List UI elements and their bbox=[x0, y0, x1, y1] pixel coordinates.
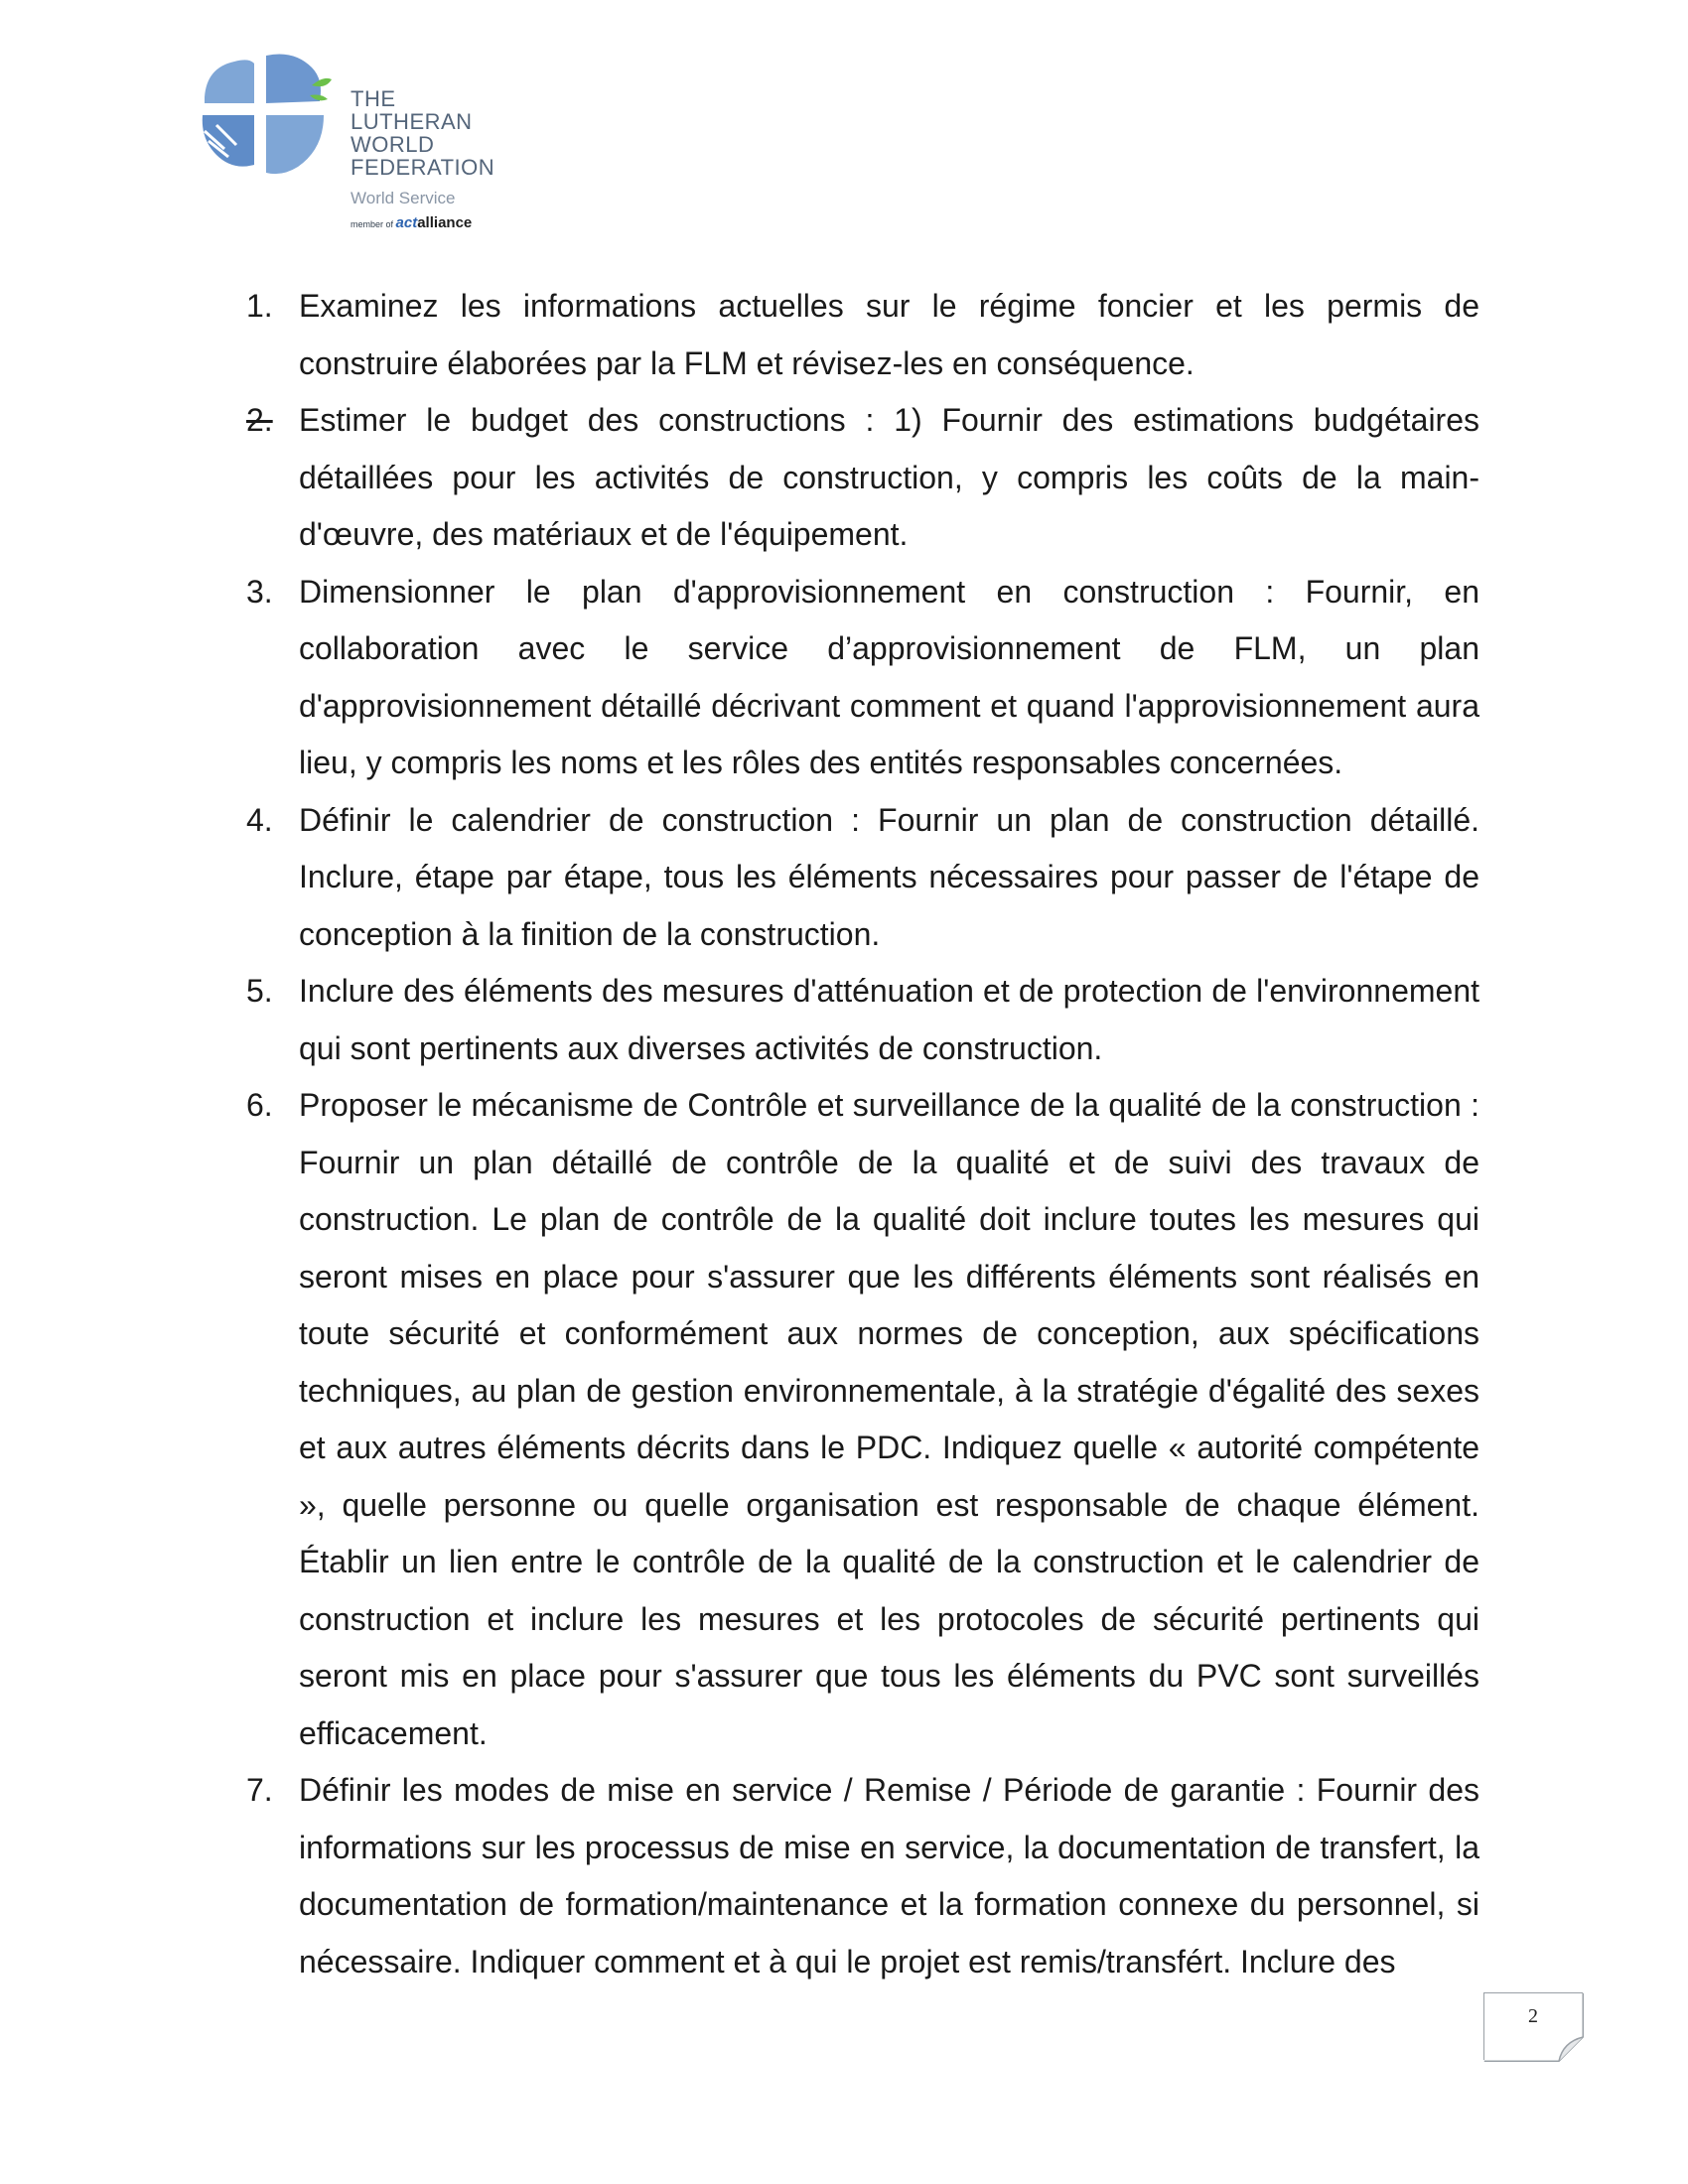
list-item-number: 3. bbox=[246, 573, 273, 610]
list-item-text: Examinez les informations actuelles sur le régime foncier et les permis de construire élaborées par la FLM et révisez-les en conséquence. bbox=[299, 288, 1479, 381]
list-item bbox=[238, 564, 1479, 792]
list-item-number-struck: 2. bbox=[246, 402, 273, 438]
service-name: World Service bbox=[351, 189, 456, 207]
alliance-wordmark: alliance bbox=[417, 214, 473, 231]
lwf-cross-hands-emblem bbox=[195, 46, 334, 185]
list-item-text: Définir les modes de mise en service / Remise / Période de garantie : Fournir des informations sur les processus de mise en service, la documentation de transfert, la documentation de formation/maintenance et la formation connexe du personnel, si nécessaire. Indiquer comment et à qui le projet est remis/transfért. Inclure des bbox=[299, 1772, 1479, 1979]
list-item-number: 6. bbox=[246, 1087, 273, 1123]
list-item-number: 5. bbox=[246, 973, 273, 1009]
numbered-list bbox=[238, 278, 1479, 1990]
list-item bbox=[238, 1762, 1479, 1990]
page-number: 2 bbox=[1528, 2005, 1538, 2027]
org-name-line: FEDERATION bbox=[351, 155, 495, 180]
list-item-text: Estimer le budget des constructions : 1) Fournir des estimations budgétaires détaillées pour les activités de construction, y compris les coûts de la main-d'œuvre, des matériaux et de l'équipement. bbox=[299, 402, 1479, 552]
list-item bbox=[238, 792, 1479, 964]
list-item-number: 7. bbox=[246, 1772, 273, 1808]
list-item bbox=[238, 392, 1479, 564]
list-item-number: 4. bbox=[246, 801, 273, 838]
org-name-line: THE bbox=[351, 86, 396, 111]
list-item-text: Dimensionner le plan d'approvisionnement en construction : Fournir, en collaboration avec le service d’approvisionnement de FLM, un plan d'approvisionnement détaillé décrivant comment et quand l'approvisionnement aura lieu, y compris les noms et les rôles des entités responsables concernées. bbox=[299, 573, 1479, 780]
list-item-text: Définir le calendrier de construction : Fournir un plan de construction détaillé. Inclure, étape par étape, tous les éléments nécessaires pour passer de l'étape de conception à la finition de la construction. bbox=[299, 801, 1479, 952]
act-wordmark: act bbox=[395, 214, 418, 231]
list-item bbox=[238, 278, 1479, 392]
member-prefix: member of bbox=[351, 219, 394, 229]
lwf-wordmark bbox=[351, 87, 494, 231]
list-item bbox=[238, 963, 1479, 1077]
list-item-number: 1. bbox=[246, 288, 273, 324]
list-item-text: Inclure des éléments des mesures d'atténuation et de protection de l'environnement qui sont pertinents aux diverses activités de construction. bbox=[299, 973, 1479, 1066]
list-item-text: Proposer le mécanisme de Contrôle et surveillance de la qualité de la construction : Fournir un plan détaillé de contrôle de la qualité et de suivi des travaux de construction. Le plan de contrôle de la qualité doit inclure toutes les mesures qui seront mises en place pour s'assurer que les différents éléments sont réalisés en toute sécurité et conformément aux normes de conception, aux spécifications techniques, au plan de gestion environnementale, à la stratégie d'égalité des sexes et aux autres éléments décrits dans le PDC. Indiquez quelle « autorité compétente », quelle personne ou quelle organisation est responsable de chaque élément. Établir un lien entre le contrôle de la qualité de la construction et le calendrier de construction et inclure les mesures et les protocoles de sécurité pertinents qui seront mis en place pour s'assurer que tous les éléments du PVC sont surveillés efficacement. bbox=[299, 1087, 1479, 1751]
list-item bbox=[238, 1077, 1479, 1762]
org-name-line: WORLD bbox=[351, 132, 435, 157]
lwf-logo bbox=[195, 46, 512, 254]
membership-line bbox=[351, 214, 494, 231]
org-name-line: LUTHERAN bbox=[351, 109, 473, 134]
